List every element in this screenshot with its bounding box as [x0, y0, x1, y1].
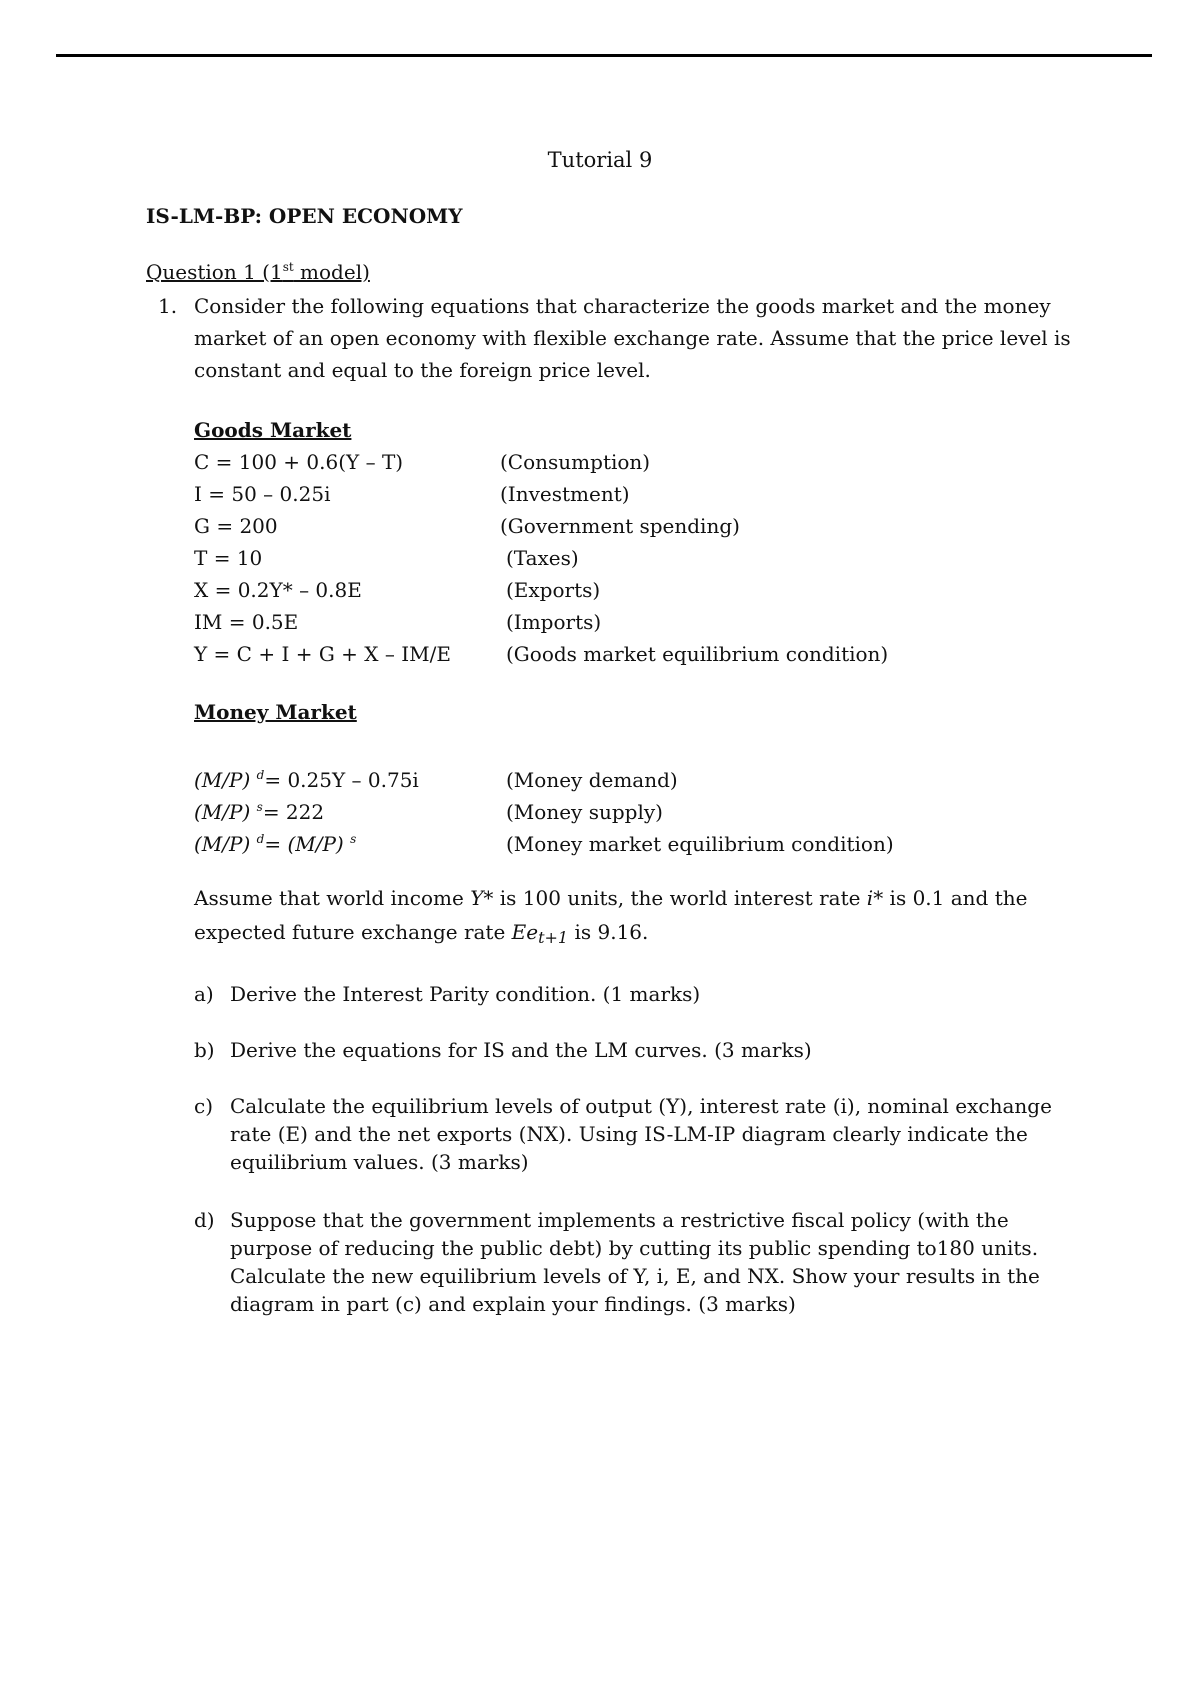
equation-desc: (Exports) [506, 578, 601, 602]
equation: G = 200 [194, 514, 278, 538]
item-letter-b: b) [194, 1038, 215, 1062]
intro-line: constant and equal to the foreign price level. [194, 358, 651, 382]
question-title: Question 1 (1st model) [146, 260, 370, 284]
assumption-line: Assume that world income Y* is 100 units, the world interest rate i* is 0.1 and the [194, 886, 1028, 910]
item-line: rate (E) and the net exports (NX). Using IS-LM-IP diagram clearly indicate the [230, 1122, 1028, 1146]
equation: (M/P) $^d$= (M/P) $^s$ [194, 832, 357, 856]
item-line: Derive the Interest Parity condition. (1 marks) [230, 982, 701, 1006]
item-line: purpose of reducing the public debt) by cutting its public spending to180 units. [230, 1236, 1039, 1260]
list-number: 1. [158, 294, 178, 318]
equation: (M/P) $^d$= 0.25Y – 0.75i [194, 768, 419, 792]
item-line: Derive the equations for IS and the LM curves. (3 marks) [230, 1038, 812, 1062]
section-heading: IS-LM-BP: OPEN ECONOMY [146, 204, 463, 228]
equation: C = 100 + 0.6(Y – T) [194, 450, 404, 474]
item-line: Suppose that the government implements a restrictive fiscal policy (with the [230, 1208, 1009, 1232]
intro-line: Consider the following equations that characterize the goods market and the money [194, 294, 1051, 318]
equation-desc: (Imports) [506, 610, 602, 634]
equation: X = 0.2Y* – 0.8E [194, 578, 362, 602]
equation: T = 10 [194, 546, 263, 570]
goods-market-title: Goods Market [194, 418, 352, 442]
item-line: equilibrium values. (3 marks) [230, 1150, 529, 1174]
equation-desc: (Money demand) [506, 768, 678, 792]
equation: (M/P) $^s$= 222 [194, 800, 325, 824]
equation-desc: (Taxes) [506, 546, 579, 570]
item-line: Calculate the equilibrium levels of output (Y), interest rate (i), nominal exchange [230, 1094, 1052, 1118]
equation-desc: (Government spending) [500, 514, 740, 538]
item-letter-c: c) [194, 1094, 214, 1118]
assumption-line: expected future exchange rate $Ee_{t+1}$ is 9.16. [194, 920, 649, 947]
item-letter-a: a) [194, 982, 214, 1006]
top-rule [56, 54, 1152, 57]
item-line: diagram in part (c) and explain your findings. (3 marks) [230, 1292, 796, 1316]
equation-desc: (Money supply) [506, 800, 663, 824]
money-market-title: Money Market [194, 700, 357, 724]
equation-desc: (Money market equilibrium condition) [506, 832, 894, 856]
page-title: Tutorial 9 [547, 148, 653, 172]
equation-desc: (Goods market equilibrium condition) [506, 642, 889, 666]
item-line: Calculate the new equilibrium levels of Y, i, E, and NX. Show your results in the [230, 1264, 1040, 1288]
equation: Y = C + I + G + X – IM/E [194, 642, 451, 666]
equation: I = 50 – 0.25i [194, 482, 331, 506]
intro-line: market of an open economy with flexible exchange rate. Assume that the price level is [194, 326, 1071, 350]
equation-desc: (Consumption) [500, 450, 651, 474]
equation-desc: (Investment) [500, 482, 630, 506]
equation: IM = 0.5E [194, 610, 299, 634]
item-letter-d: d) [194, 1208, 215, 1232]
